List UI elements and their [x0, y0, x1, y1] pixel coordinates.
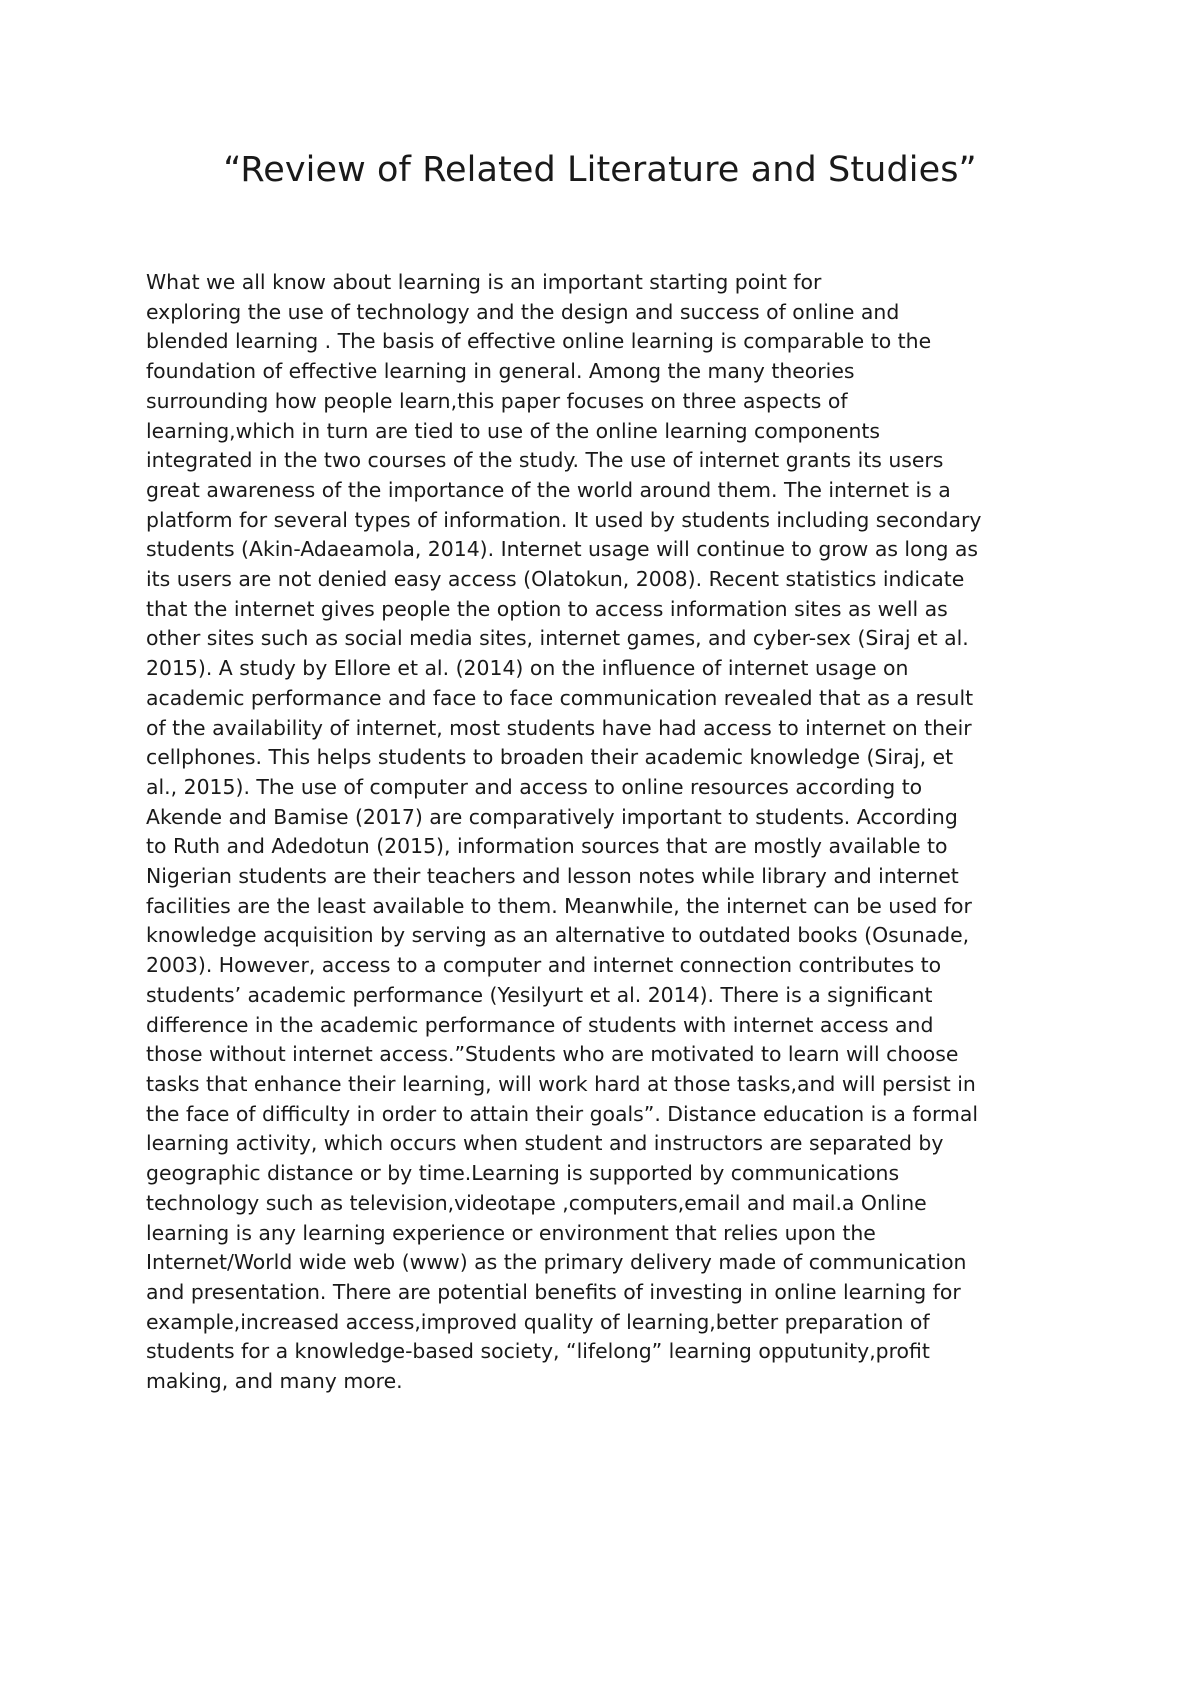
body-paragraph: What we all know about learning is an important starting point for exploring the use of technology and the design and success of online and blended learning . The basis of effective online learning is comparable to the foundation of effective learning in general. Among the many theories surrounding how people learn,this paper focuses on three aspects of learning,which in turn are tied to use of the online learning components integrated in the two courses of the study. The use of internet grants its users great awareness of the importance of the world around them. The internet is a platform for several types of information. It used by students including secondary students (Akin-Adaeamola, 2014). Internet usage will continue to grow as long as its users are not denied easy access (Olatokun, 2008). Recent statistics indicate that the internet gives people the option to access information sites as well as other sites such as social media sites, internet games, and cyber-sex (Siraj et al. 2015). A study by Ellore et al. (2014) on the influence of internet usage on academic performance and face to face communication revealed that as a result of the availability of internet, most students have had access to internet on their cellphones. This helps students to broaden their academic knowledge (Siraj, et al., 2015). The use of computer and access to online resources according to Akende and Bamise (2017) are comparatively important to students. According to Ruth and Adedotun (2015), information sources that are mostly available to Nigerian students are their teachers and lesson notes while library and internet facilities are the least available to them. Meanwhile, the internet can be used for knowledge acquisition by serving as an alternative to outdated books (Osunade, 2003). However, access to a computer and internet connection contributes to students’ academic performance (Yesilyurt et al. 2014). There is a significant difference in the academic performance of students with internet access and those without internet access.”Students who are motivated to learn will choose tasks that enhance their learning, will work hard at those tasks,and will persist in the face of difficulty in order to attain their goals”. Distance education is a formal learning activity, which occurs when student and instructors are separated by geographic distance or by time.Learning is supported by communications technology such as television,videotape ,computers,email and mail.a Online learning is any learning experience or environment that relies upon the Internet/World wide web (www) as the primary delivery made of communication and presentation. There are potential benefits of investing in online learning for example,increased access,improved quality of learning,better preparation of students for a knowledge-based society, “lifelong” learning opputunity,profit making, and many more. — [146, 270, 982, 1394]
document-title: “Review of Related Literature and Studies” — [223, 150, 977, 190]
